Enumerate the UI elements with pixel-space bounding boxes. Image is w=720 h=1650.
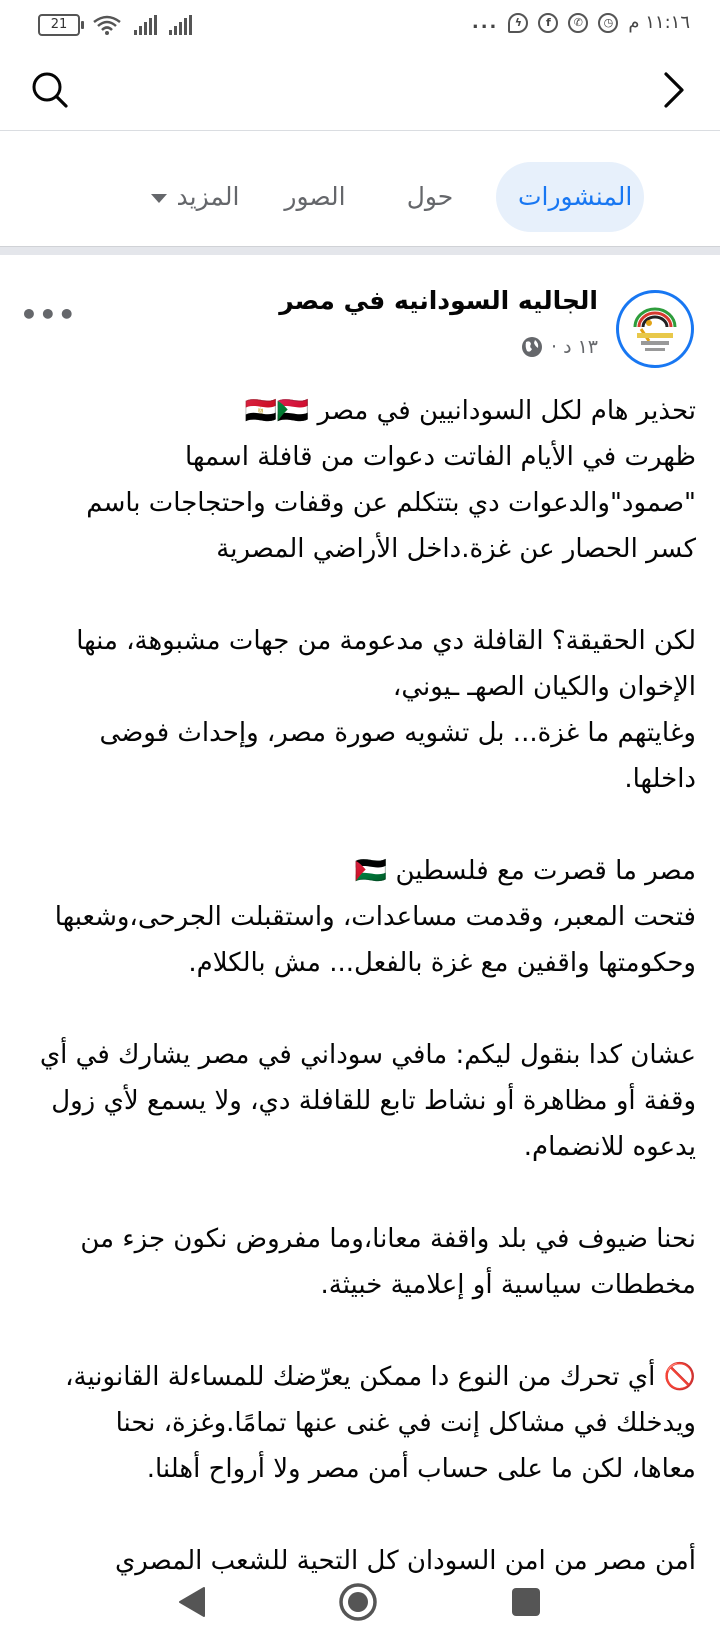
page-tabs <box>0 130 720 246</box>
tab-posts-label: المنشورات <box>518 182 633 211</box>
text-line: عشان كدا بنقول ليكم: مافي سوداني في مصر يشارك في أي <box>39 1040 696 1070</box>
text-line: كسر الحصار عن غزة.داخل الأراضي المصرية <box>216 534 696 564</box>
text-line: نحنا ضيوف في بلد واقفة معانا،وما مفروض نكون جزء من <box>80 1224 696 1254</box>
text-line: 🚫 أي تحرك من النوع دا ممكن يعرّضك للمساءلة القانونية، <box>65 1362 696 1392</box>
messenger-icon: ϟ <box>508 13 528 33</box>
text-line: وقفة أو مظاهرة أو نشاط تابع للقافلة دي، ولا يسمع لأي زول <box>51 1086 696 1116</box>
status-bar <box>0 0 720 54</box>
search-icon[interactable] <box>30 70 70 110</box>
facebook-icon: f <box>538 13 558 33</box>
text-line: فتحت المعبر، وقدمت مساعدات، واستقبلت الجرحى،وشعبها <box>54 902 696 932</box>
tab-more[interactable] <box>140 162 250 232</box>
page-avatar[interactable] <box>616 290 694 368</box>
paragraph-5 <box>26 1216 696 1308</box>
post-time[interactable]: ١٣ د · <box>550 336 598 358</box>
tab-photos[interactable] <box>280 162 350 232</box>
system-nav-bar <box>0 1560 720 1650</box>
text-line: مخططات سياسية أو إعلامية خبيثة. <box>320 1270 696 1300</box>
top-bar <box>0 54 720 131</box>
tab-photos-label: الصور <box>284 182 346 211</box>
back-triangle-icon[interactable] <box>178 1586 206 1618</box>
home-circle-icon[interactable] <box>338 1582 378 1622</box>
text-line: لكن الحقيقة؟ القافلة دي مدعومة من جهات مشبوهة، منها <box>76 626 696 656</box>
recents-square-icon[interactable] <box>512 1588 540 1616</box>
battery-icon <box>38 14 80 36</box>
whatsapp-icon: ✆ <box>568 13 588 33</box>
paragraph-2 <box>26 618 696 802</box>
status-right <box>472 12 690 33</box>
caret-down-icon <box>151 194 167 203</box>
text-line: مصر ما قصرت مع فلسطين 🇵🇸 <box>354 856 696 886</box>
text-line: وغايتهم ما غزة... بل تشويه صورة مصر، وإحداث فوضى <box>99 718 696 748</box>
signal-icon <box>134 15 157 35</box>
text-line: أمن مصر من امن السودان كل التحية للشعب المصري <box>114 1546 696 1576</box>
post-header <box>0 256 720 376</box>
status-time: ١١:١٦ م <box>628 12 690 33</box>
page-logo-icon <box>619 293 691 365</box>
chevron-right-icon[interactable] <box>658 70 688 110</box>
paragraph-3 <box>26 848 696 986</box>
text-line: معاها، لكن ما على حساب أمن مصر ولا أرواح أهلنا. <box>146 1454 696 1484</box>
paragraph-6 <box>26 1354 696 1492</box>
post-body <box>26 388 696 1584</box>
wifi-icon <box>92 14 122 36</box>
tab-about[interactable] <box>400 162 460 232</box>
status-dots: ... <box>471 12 499 33</box>
page-name[interactable]: الجاليه السودانيه في مصر <box>279 286 598 315</box>
text-line: الإخوان والكيان الصهـ ـيوني، <box>392 672 696 702</box>
text-line: ظهرت في الأيام الفاتت دعوات من قافلة اسمها <box>185 442 696 472</box>
section-divider <box>0 246 720 255</box>
text-line: يدعوه للانضمام. <box>523 1132 696 1162</box>
text-line: ويدخلك في مشاكل إنت في غنى عنها تمامًا.وغزة، نحنا <box>115 1408 696 1438</box>
paragraph-4 <box>26 1032 696 1170</box>
tab-more-label: المزيد <box>176 182 240 211</box>
post-meta <box>521 336 598 358</box>
text-line: وحكومتها واقفين مع غزة بالفعل... مش بالكلام. <box>188 948 696 978</box>
status-left <box>38 14 192 36</box>
text-line: "صمود"والدعوات دي بتتكلم عن وقفات واحتجاجات باسم <box>86 488 696 518</box>
paragraph-1 <box>26 388 696 572</box>
alarm-icon: ◷ <box>598 13 618 33</box>
post-more-options-icon[interactable]: ••• <box>20 298 77 331</box>
tab-about-label: حول <box>406 182 454 211</box>
signal-icon-2 <box>169 15 192 35</box>
battery-level: 21 <box>50 17 68 32</box>
tab-posts[interactable] <box>496 162 644 232</box>
text-line: داخلها. <box>624 764 696 794</box>
text-line: تحذير هام لكل السودانيين في مصر 🇪🇬🇸🇩 <box>244 396 696 426</box>
globe-icon <box>521 336 543 358</box>
